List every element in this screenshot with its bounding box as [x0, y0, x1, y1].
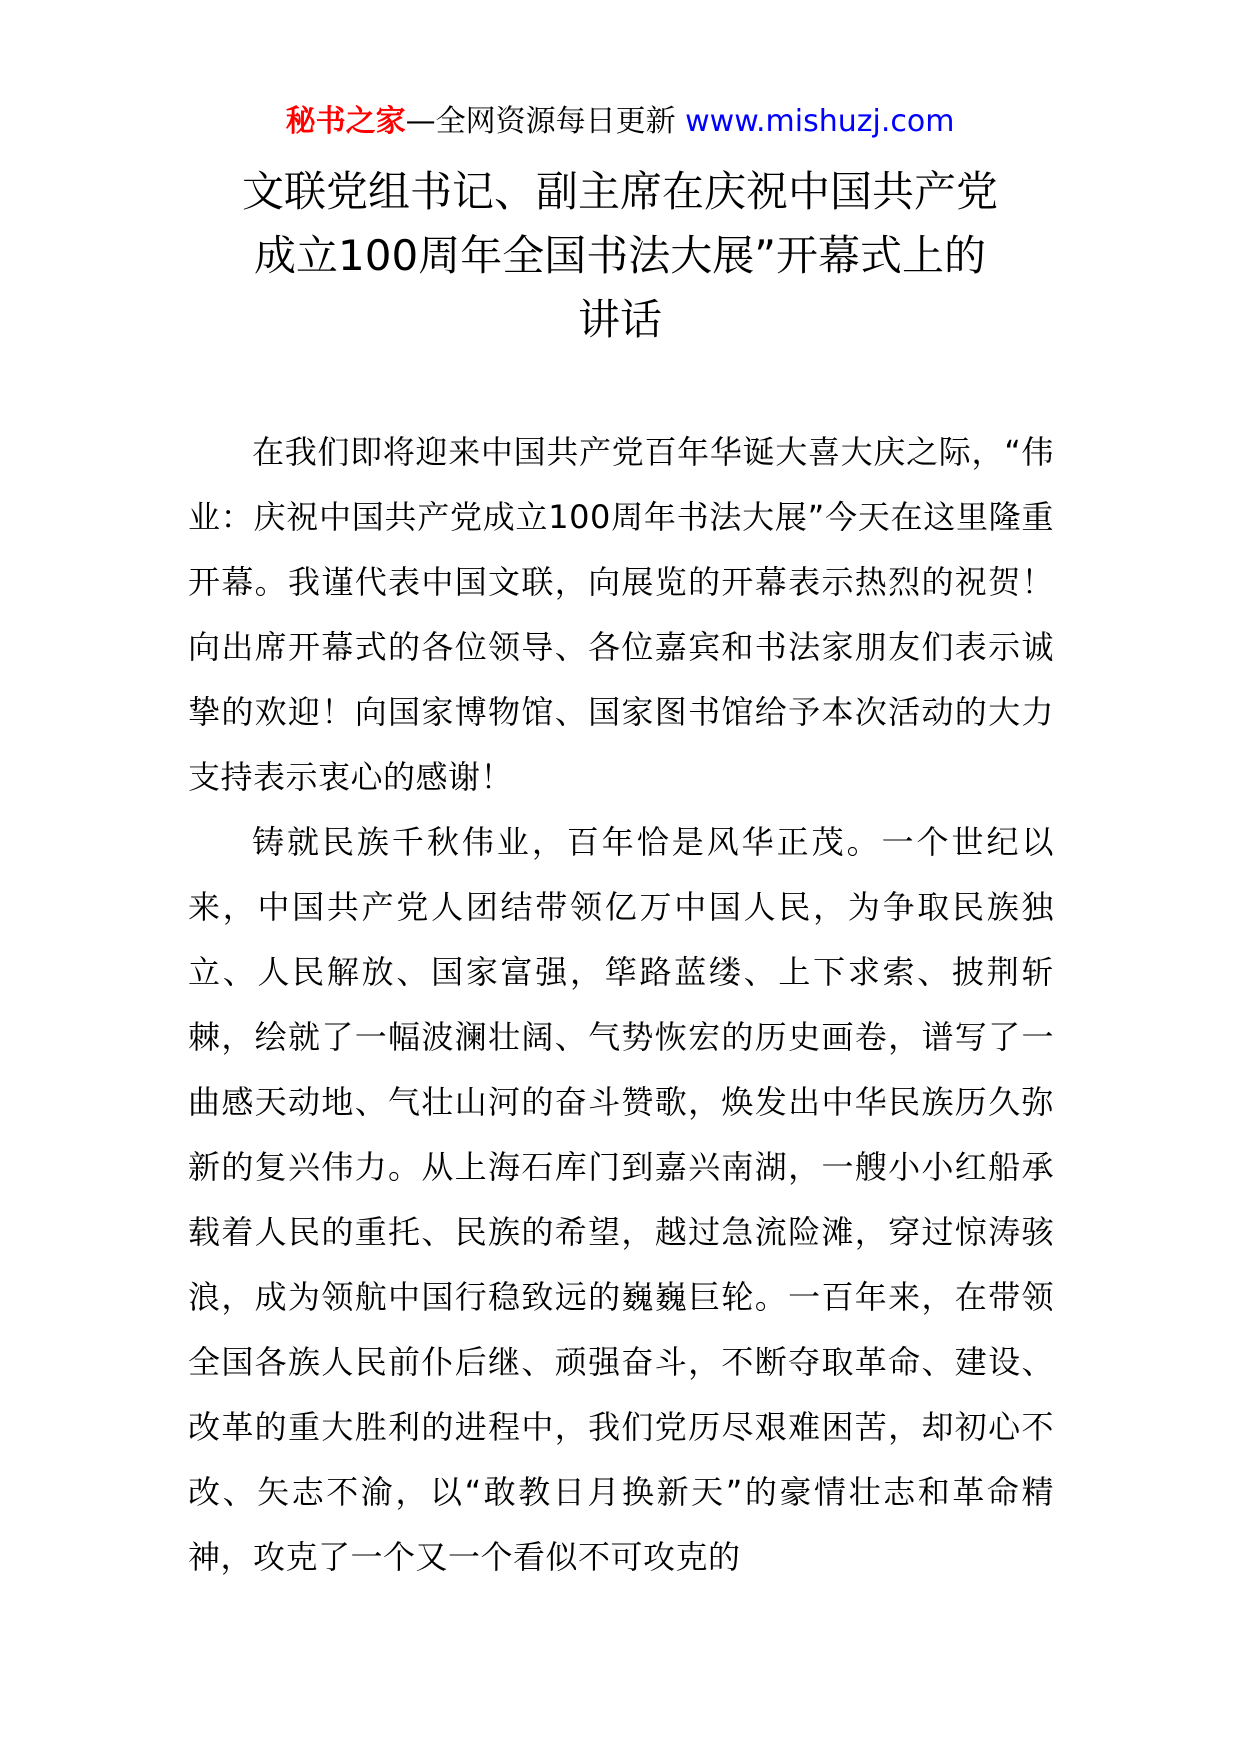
site-url[interactable]: www.mishuzj.com	[685, 104, 955, 139]
title-line: 文联党组书记、副主席在庆祝中国共产党	[241, 167, 998, 216]
site-header	[0, 100, 1240, 144]
site-slogan: —全网资源每日更新	[405, 104, 676, 139]
title-line: 成立100周年全国书法大展”开幕式上的	[254, 231, 986, 280]
title-line: 讲话	[577, 295, 662, 344]
document-body	[188, 420, 1054, 1590]
document-title	[150, 160, 1090, 352]
site-brand: 秘书之家	[285, 104, 406, 139]
body-paragraph: 铸就民族千秋伟业，百年恰是风华正茂。一个世纪以来，中国共产党人团结带领亿万中国人民，为争取民族独立、人民解放、国家富强，筚路蓝缕、上下求索、披荆斩棘，绘就了一幅波澜壮阔、气势恢宏的历史画卷，谱写了一曲感天动地、气壮山河的奋斗赞歌，焕发出中华民族历久弥新的复兴伟力。从上海石库门到嘉兴南湖，一艘小小红船承载着人民的重托、民族的希望，越过急流险滩，穿过惊涛骇浪，成为领航中国行稳致远的巍巍巨轮。一百年来，在带领全国各族人民前仆后继、顽强奋斗，不断夺取革命、建设、改革的重大胜利的进程中，我们党历尽艰难困苦，却初心不改、矢志不渝，以“敢教日月换新天”的豪情壮志和革命精神，攻克了一个又一个看似不可攻克的	[188, 823, 1054, 1576]
body-paragraph: 在我们即将迎来中国共产党百年华诞大喜大庆之际，“伟业：庆祝中国共产党成立100周年书法大展”今天在这里隆重开幕。我谨代表中国文联，向展览的开幕表示热烈的祝贺！向出席开幕式的各位领导、各位嘉宾和书法家朋友们表示诚挚的欢迎！向国家博物馆、国家图书馆给予本次活动的大力支持表示衷心的感谢！	[188, 433, 1054, 796]
